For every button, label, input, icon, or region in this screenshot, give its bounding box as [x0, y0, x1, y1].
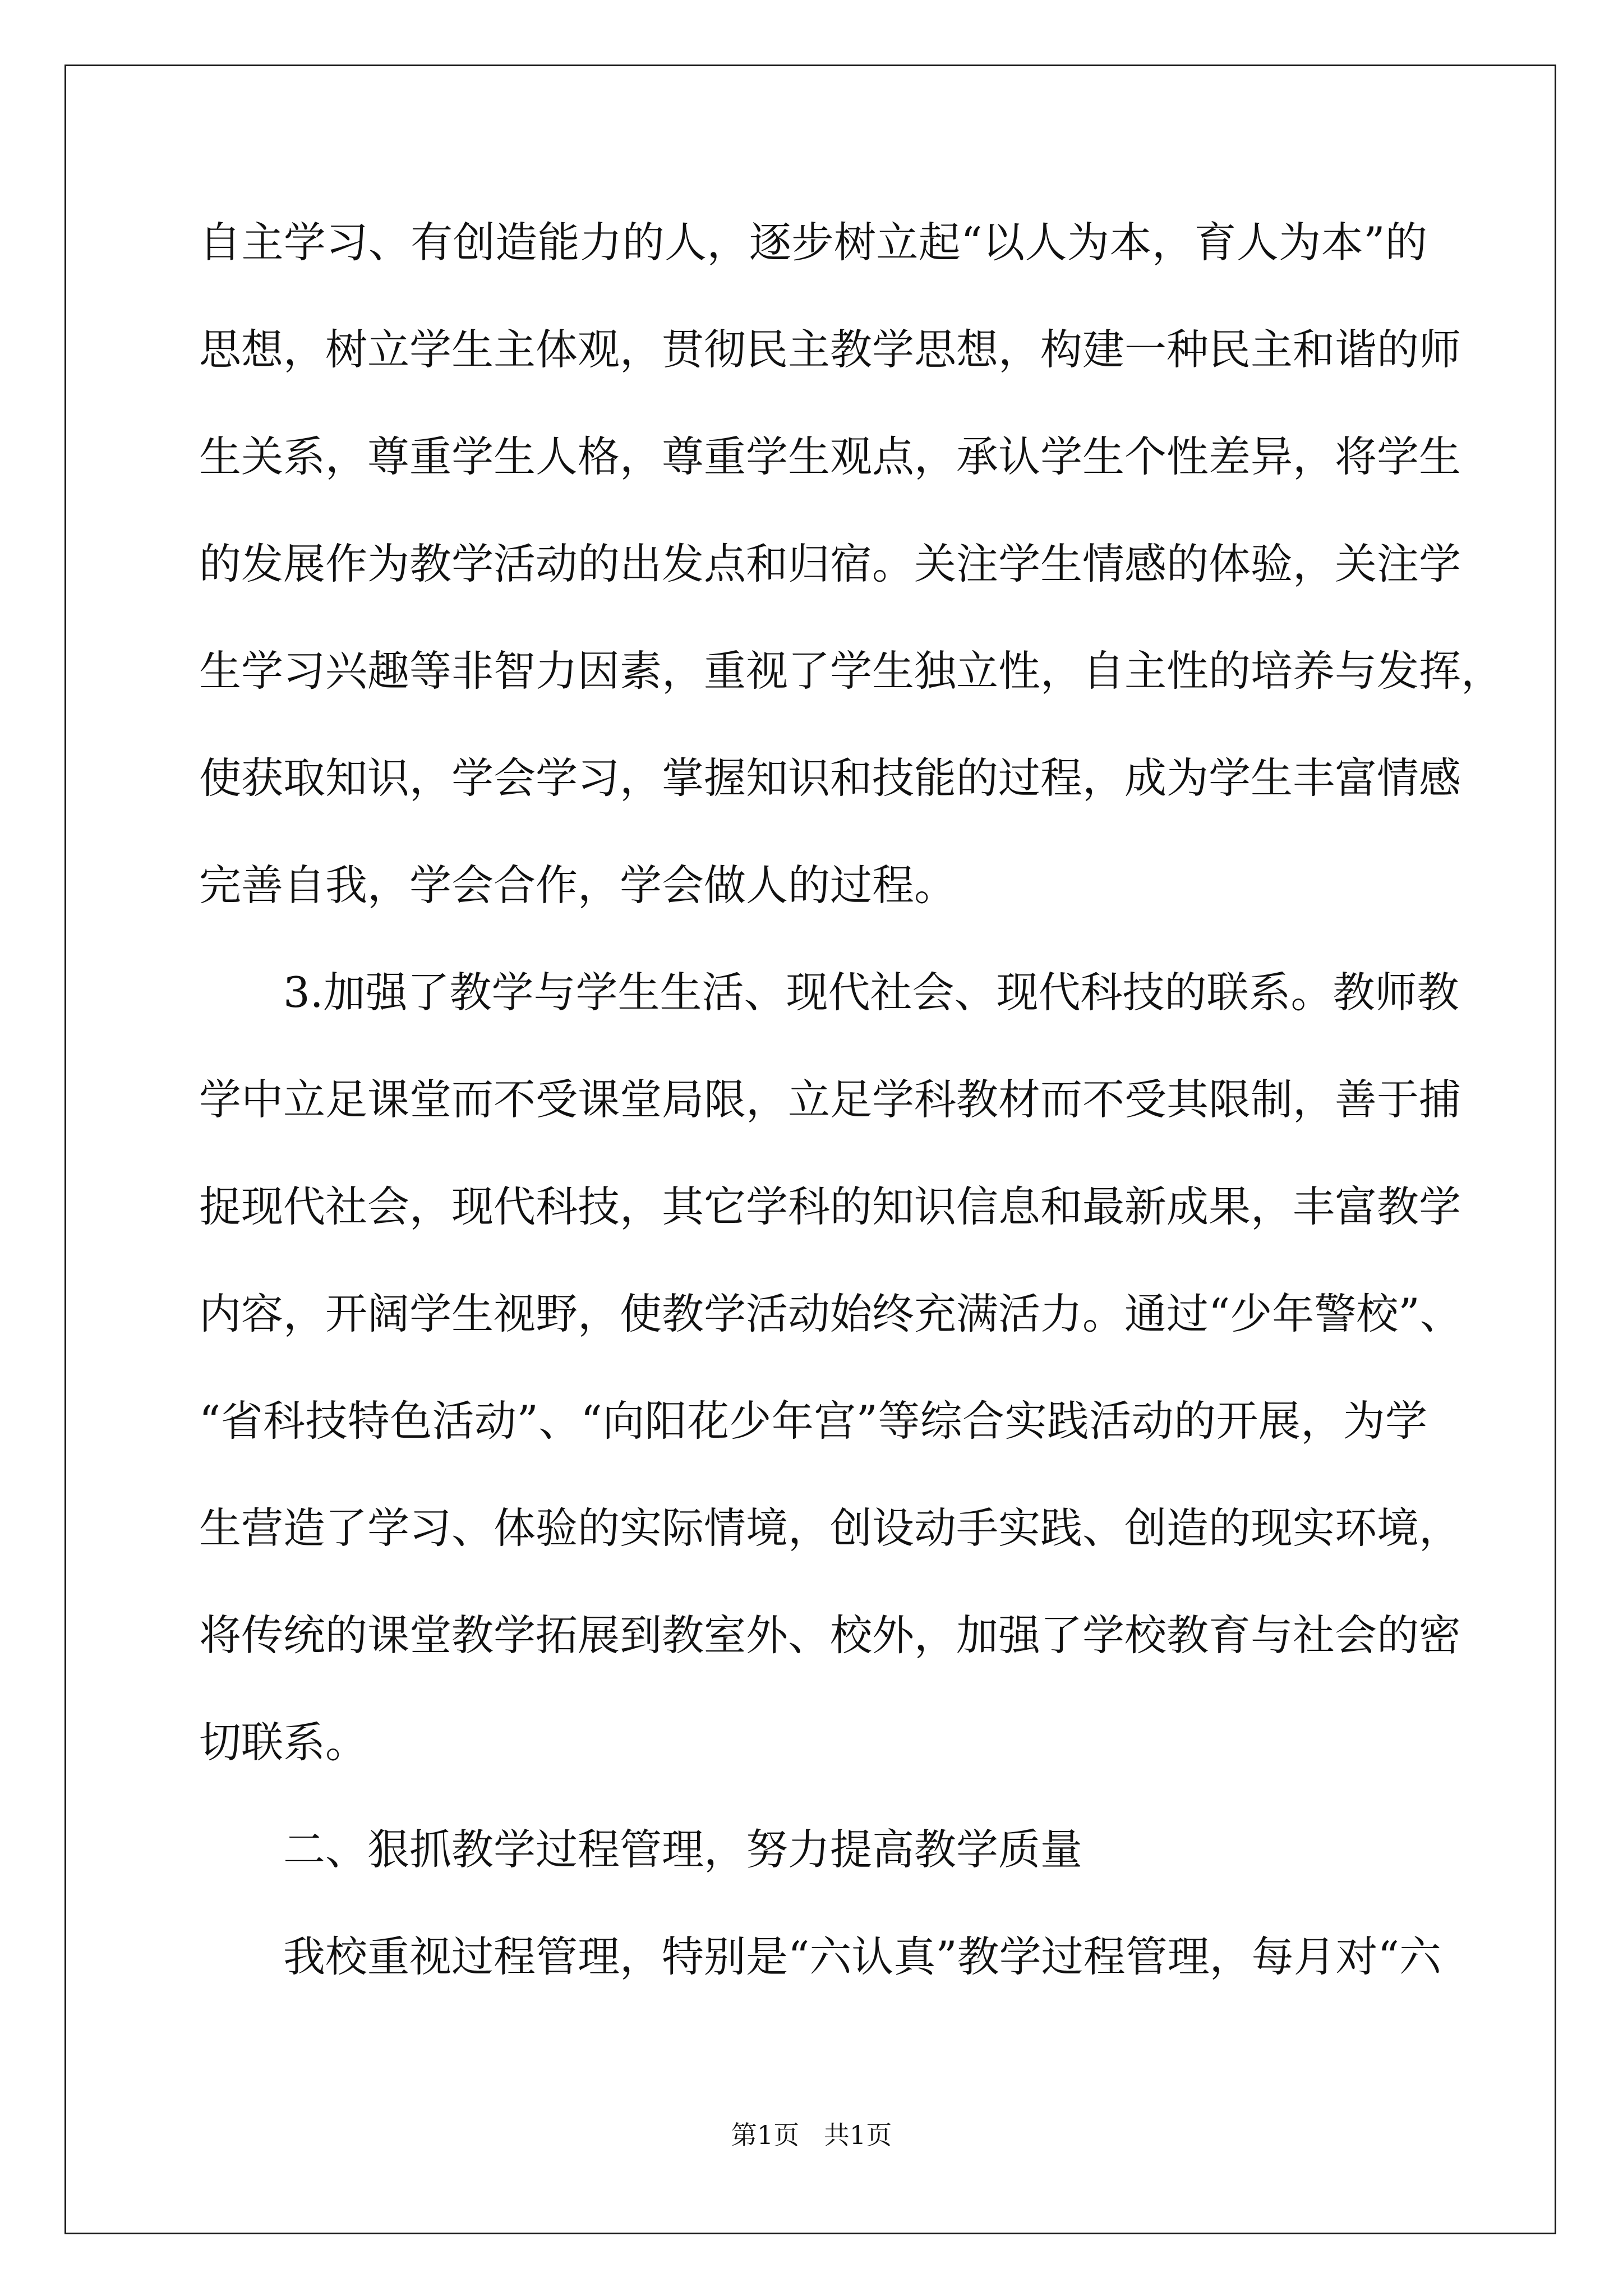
- text-line: 生关系，尊重学生人格，尊重学生观点，承认学生个性差异，将学生: [199, 432, 1461, 481]
- text-line: 学中立足课堂而不受课堂局限，立足学科教材而不受其限制，善于捕: [199, 1075, 1461, 1124]
- text-line: 生学习兴趣等非智力因素，重视了学生独立性，自主性的培养与发挥，: [199, 646, 1504, 696]
- text-line: 内容，开阔学生视野，使教学活动始终充满活力。通过“少年警校”、: [199, 1289, 1462, 1338]
- page-footer: 第1页 共1页: [731, 2120, 892, 2150]
- text-line: 思想，树立学生主体观，贯彻民主教学思想，构建一种民主和谐的师: [199, 325, 1461, 374]
- text-line: 切联系。: [199, 1718, 368, 1767]
- document-body: [199, 212, 1504, 2033]
- text-line: 自主学习、有创造能力的人，逐步树立起“以人为本，育人为本”的: [199, 218, 1427, 267]
- section-heading: 二、狠抓教学过程管理，努力提高教学质量: [283, 1825, 1083, 1874]
- text-line: 将传统的课堂教学拓展到教室外、校外，加强了学校教育与社会的密: [199, 1611, 1461, 1660]
- text-line: 3.加强了教学与学生生活、现代社会、现代科技的联系。教师教: [283, 968, 1459, 1017]
- text-line: 生营造了学习、体验的实际情境，创设动手实践、创造的现实环境，: [199, 1503, 1461, 1553]
- text-line: 我校重视过程管理，特别是“六认真”教学过程管理，每月对“六: [283, 1932, 1442, 1981]
- text-line: 的发展作为教学活动的出发点和归宿。关注学生情感的体验，关注学: [199, 539, 1461, 588]
- text-line: “省科技特色活动”、“向阳花少年宫”等综合实践活动的开展，为学: [199, 1396, 1427, 1446]
- text-line: 捉现代社会，现代科技，其它学科的知识信息和最新成果，丰富教学: [199, 1182, 1461, 1231]
- text-line: 完善自我，学会合作，学会做人的过程。: [199, 861, 957, 910]
- text-line: 使获取知识，学会学习，掌握知识和技能的过程，成为学生丰富情感: [199, 753, 1461, 803]
